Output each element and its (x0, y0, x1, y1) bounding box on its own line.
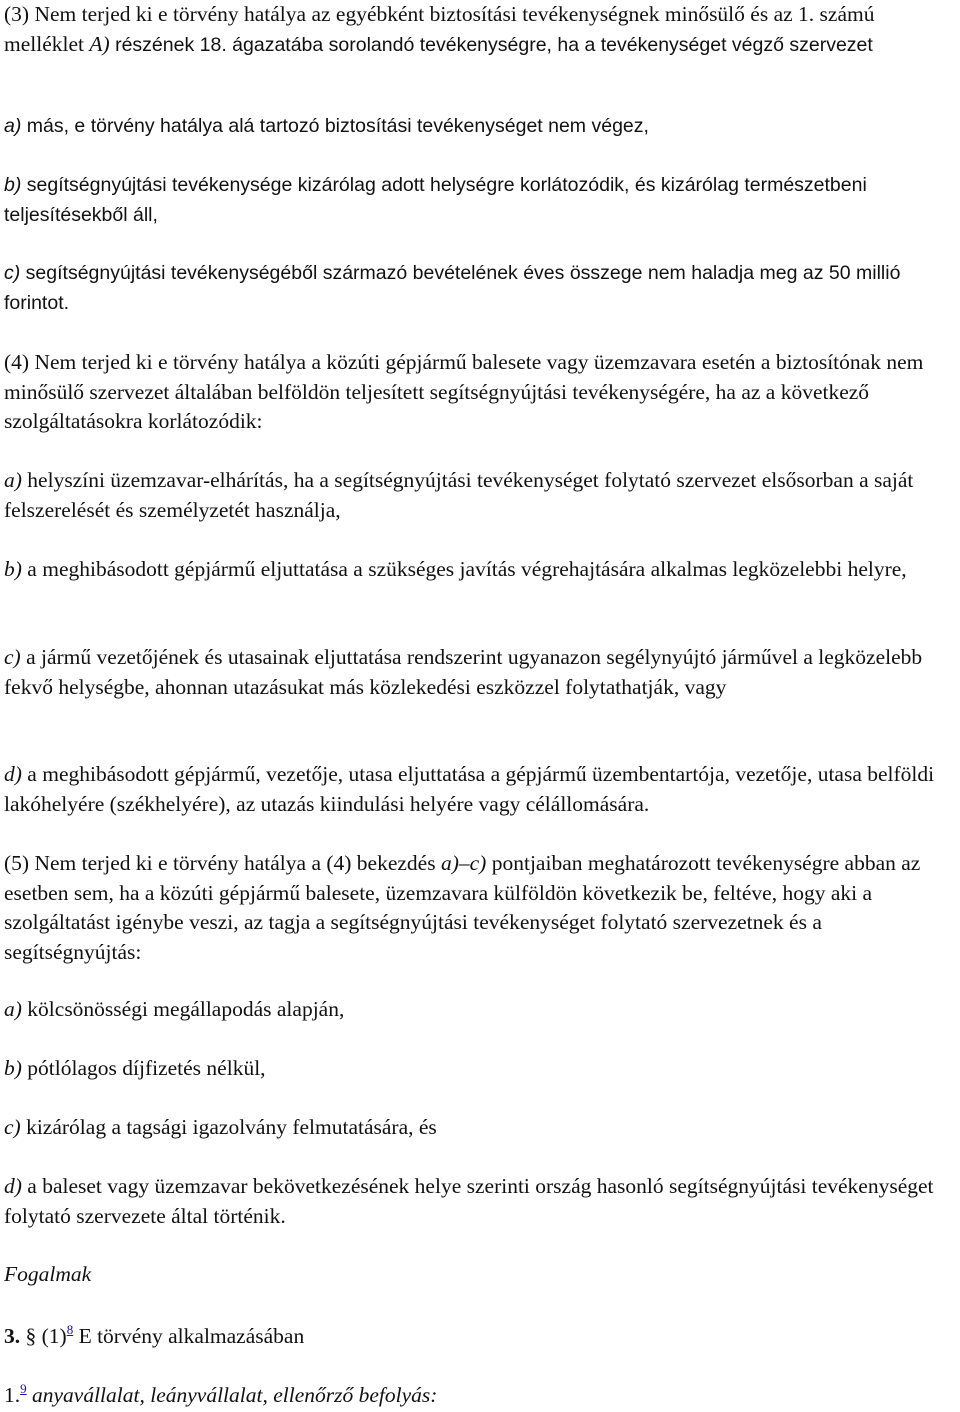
point-label: a) (4, 997, 22, 1021)
point-label: d) (4, 1174, 22, 1198)
subsection-number: (1) (41, 1324, 67, 1348)
footnote-link-8[interactable]: 8 (66, 1322, 74, 1337)
point-label: c) (4, 645, 21, 669)
paragraph-4-intro: (4) Nem terjed ki e törvény hatálya a közúti gépjármű balesete vagy üzemzavara esetén a biztosítónak nem minősülő szervezet általában belföldön teljesített segítségnyújtási tevékenységére, ha az a következő szolgáltatásokra korlátozódik: (4, 350, 924, 433)
paragraph-3-point-c: c) segítségnyújtási tevékenységéből származó bevételének éves összege nem haladja meg az 50 millió forintot. (4, 262, 901, 314)
paragraph-5-point-a: a) kölcsönösségi megállapodás alapján, (4, 997, 345, 1021)
point-label: c) (4, 262, 21, 284)
paragraph-3-intro: (3) Nem terjed ki e törvény hatálya az egyébként biztosítási tevékenységnek minősülő és az 1. számú melléklet A) részének 18. ágazatába sorolandó tevékenységre, ha a tevékenységet végző szervezet (4, 2, 875, 56)
paragraph-5-point-d: d) a baleset vagy üzemzavar bekövetkezésének helye szerinti ország hasonló segítségnyújtási tevékenységet folytató szervezete által történik. (4, 1174, 934, 1228)
paragraph-5-intro: (5) Nem terjed ki e törvény hatálya a (4) bekezdés a)–c) pontjaiban meghatározott tevékenységre abban az esetben sem, ha a közúti gépjármű balesete, üzemzavara külföldön következik be, feltéve, hogy aki a szolgáltatást igénybe veszi, az tagja a segítségnyújtási tevékenységet folytató szervezetnek és a segítségnyújtás: (4, 851, 921, 964)
point-label: b) (4, 1056, 22, 1080)
point-label: b) (4, 557, 22, 581)
annex-reference: A) (89, 31, 110, 56)
paragraph-4-point-b: b) a meghibásodott gépjármű eljuttatása a szükséges javítás végrehajtására alkalmas legközelebbi helyre, (4, 557, 907, 581)
point-label: b) (4, 174, 22, 196)
point-label: a) (4, 115, 22, 137)
section-symbol: § (25, 1324, 37, 1348)
item-number: 1. (4, 1383, 21, 1407)
footnote-link-9[interactable]: 9 (20, 1381, 27, 1396)
paragraph-5-point-b: b) pótlólagos díjfizetés nélkül, (4, 1056, 266, 1080)
definition-item-1: 1.$^9$ anyavállalat, leányvállalat, ellenőrző befolyás: (4, 1381, 438, 1407)
paragraph-4-point-c: c) a jármű vezetőjének és utasainak eljuttatása rendszerint ugyanazon segélynyújtó járművel a legközelebb fekvő helységbe, ahonnan utazásukat más közlekedési eszközzel folytathatják, vagy (4, 645, 923, 699)
point-label: c) (4, 1115, 21, 1139)
paragraph-3-point-b: b) segítségnyújtási tevékenysége kizárólag adott helységre korlátozódik, és kizárólag természetbeni teljesítésekből áll, (4, 174, 867, 226)
point-label: d) (4, 762, 22, 786)
paragraph-3-point-a: a) más, e törvény hatálya alá tartozó biztosítási tevékenységet nem végez, (4, 115, 649, 137)
section-heading: Fogalmak (4, 1262, 92, 1286)
section-3-line: 3. § (1)$^8$ E törvény alkalmazásában (4, 1322, 305, 1348)
paragraph-4-point-a: a) helyszíni üzemzavar-elhárítás, ha a segítségnyújtási tevékenységet folytató szervezet elsősorban a saját felszerelését és személyzetét használja, (4, 468, 914, 522)
paragraph-4-point-d: d) a meghibásodott gépjármű, vezetője, utasa eljuttatása a gépjármű üzembentartója, vezetője, utasa belföldi lakóhelyére (székhelyére), az utazás kiindulási helyére vagy célállomására. (4, 762, 935, 816)
points-reference: a)–c) (440, 851, 487, 875)
section-number: 3. (4, 1324, 21, 1348)
paragraph-5-point-c: c) kizárólag a tagsági igazolvány felmutatására, és (4, 1115, 437, 1139)
point-label: a) (4, 468, 22, 492)
